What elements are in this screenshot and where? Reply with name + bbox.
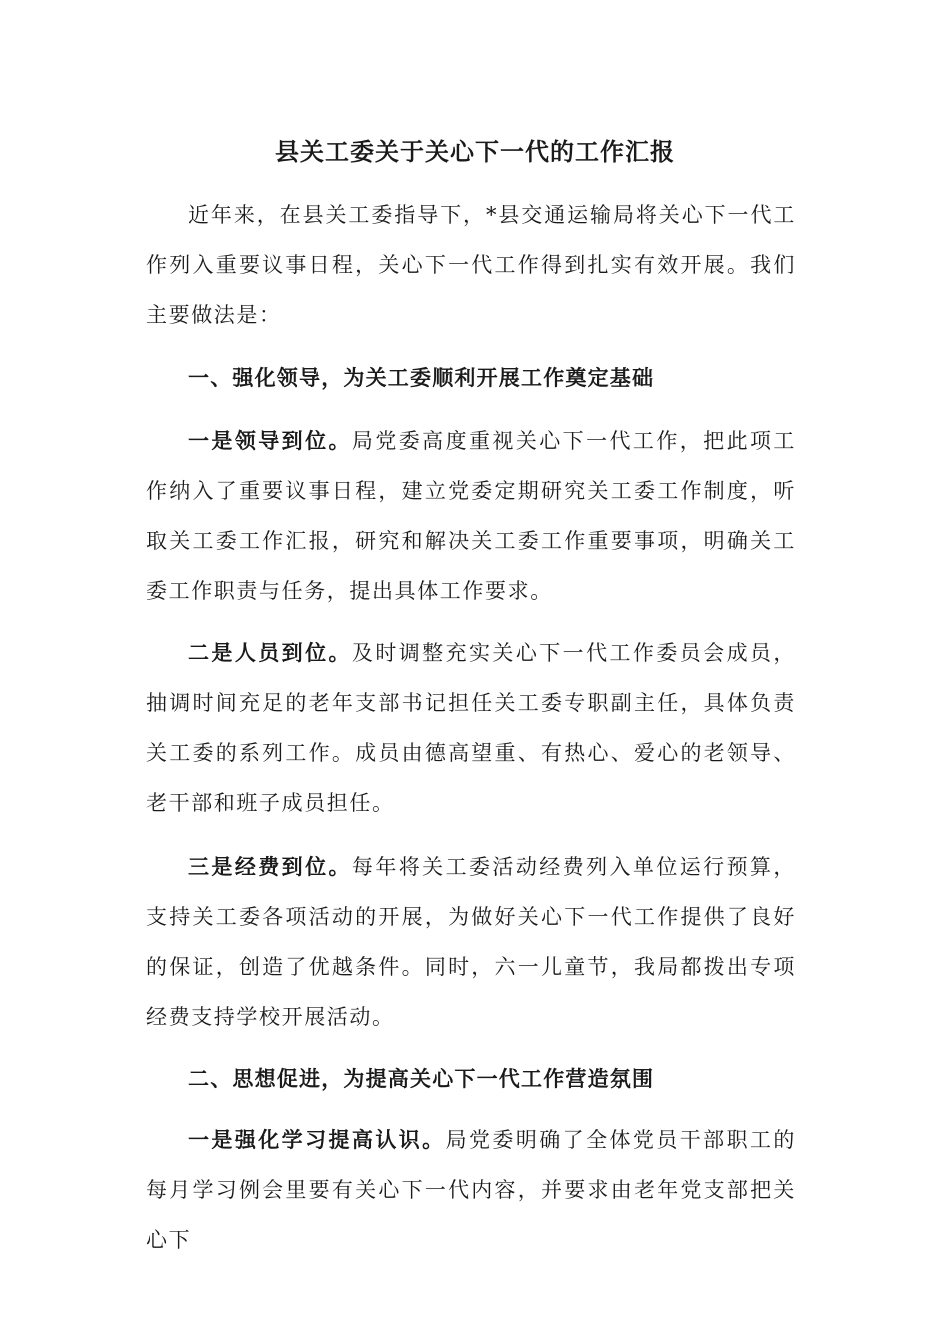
item-lead: 一是强化学习提高认识。 — [188, 1127, 446, 1152]
section1-item-3 — [146, 842, 796, 1042]
section2-item-1 — [146, 1115, 796, 1265]
section2-heading: 二、思想促进，为提高关心下一代工作营造氛围 — [188, 1066, 655, 1091]
section1-item-1 — [146, 416, 796, 616]
section1-item-2 — [146, 628, 796, 828]
item-lead: 三是经费到位。 — [188, 854, 352, 879]
item-lead: 二是人员到位。 — [188, 640, 352, 665]
section1-heading: 一、强化领导，为关工委顺利开展工作奠定基础 — [188, 365, 655, 390]
item-text: 局党委高度重视关心下一代工作，把此项工作纳入了重要议事日程，建立党委定期研究关工委工作制度，听取关工委工作汇报，研究和解决关工委工作重要事项，明确关工委工作职责与任务，提出具体工作要求。 — [146, 429, 797, 603]
item-text: 局党委明确了全体党员干部职工的每月学习例会里要有关心下一代内容，并要求由老年党支部把关心下 — [146, 1128, 796, 1252]
document-title: 县关工委关于关心下一代的工作汇报 — [275, 137, 675, 166]
item-text: 及时调整充实关心下一代工作委员会成员，抽调时间充足的老年支部书记担任关工委专职副主任，具体负责关工委的系列工作。成员由德高望重、有热心、爱心的老领导、老干部和班子成员担任。 — [146, 641, 797, 815]
item-text: 每年将关工委活动经费列入单位运行预算，支持关工委各项活动的开展，为做好关心下一代工作提供了良好的保证，创造了优越条件。同时，六一儿童节，我局都拨出专项经费支持学校开展活动。 — [146, 855, 797, 1029]
item-lead: 一是领导到位。 — [188, 428, 352, 453]
intro-paragraph: 近年来，在县关工委指导下，*县交通运输局将关心下一代工作列入重要议事日程，关心下一代工作得到扎实有效开展。我们主要做法是： — [146, 203, 796, 327]
